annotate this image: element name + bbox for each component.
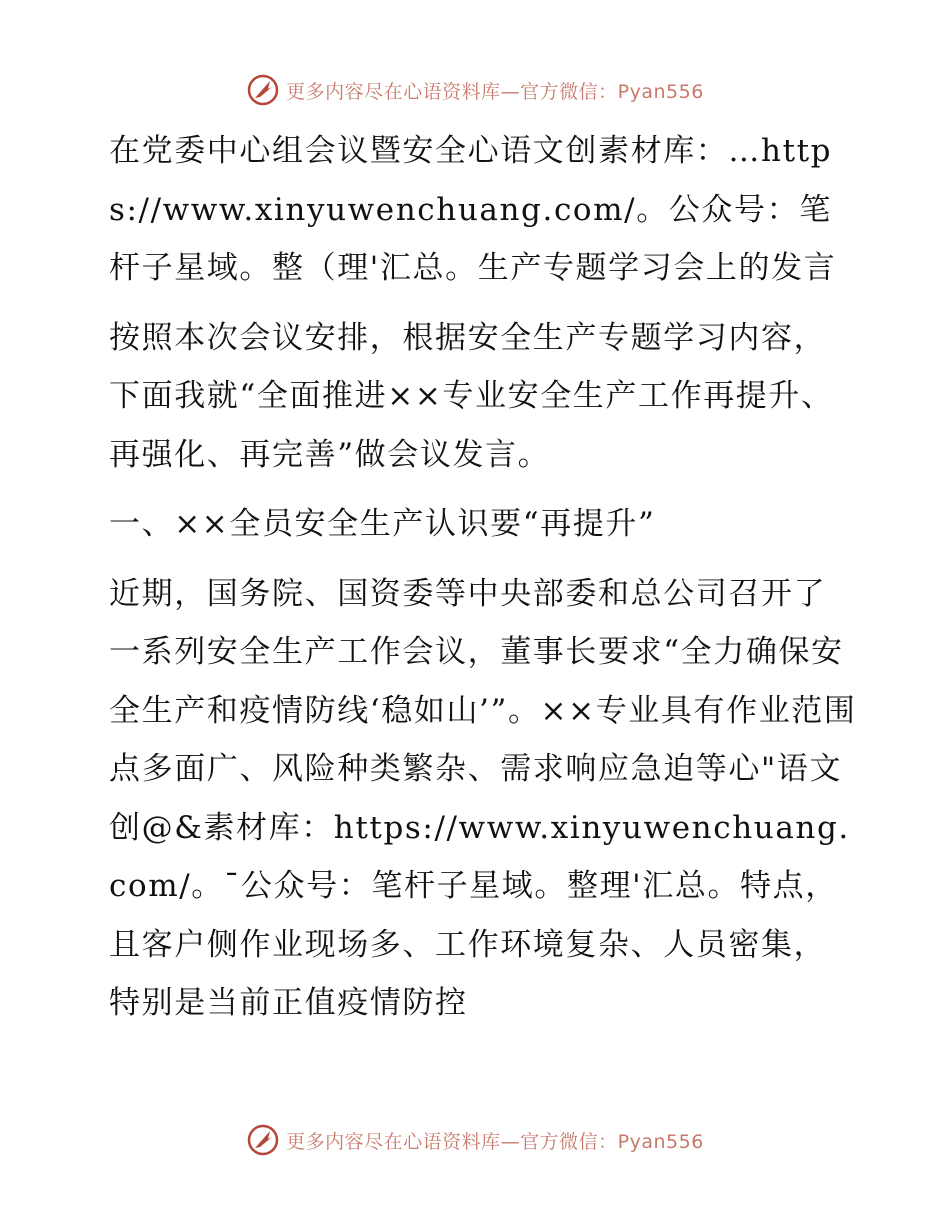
document-body: [97, 122, 857, 1044]
feather-quill-icon: [246, 1123, 280, 1157]
paragraph-body: 近期，国务院、国资委等中央部委和总公司召开了一系列安全生产工作会议，董事长要求“全力确保安全生产和疫情防线‘稳如山’”。××专业具有作业范围点多面广、风险种类繁杂、需求响应急迫等心"语文创@&素材库：https://www.xinyuwenchuang.com/。¯公众号：笔杆子星域。整理'汇总。特点，且客户侧作业现场多、工作环境复杂、人员密集，特别是当前正值疫情防控: [109, 575, 857, 1021]
section-heading: 一、××全员安全生产认识要“再提升”: [109, 506, 656, 542]
banner-text: 更多内容尽在心语资料库—官方微信：Pyan556: [286, 80, 704, 103]
banner-text: 更多内容尽在心语资料库—官方微信：Pyan556: [286, 1130, 704, 1153]
feather-quill-icon: [246, 73, 280, 107]
header-banner: [0, 70, 950, 110]
paragraph-title: 在党委中心组会议暨安全心语文创素材库：…https://www.xinyuwenchuang.com/。公众号：笔杆子星域。整（理'汇总。生产专题学习会上的发言: [109, 133, 837, 286]
footer-banner: [0, 1120, 950, 1160]
paragraph-intro: 按照本次会议安排，根据安全生产专题学习内容，下面我就“全面推进××专业安全生产工作再提升、再强化、再完善”做会议发言。: [109, 319, 834, 473]
